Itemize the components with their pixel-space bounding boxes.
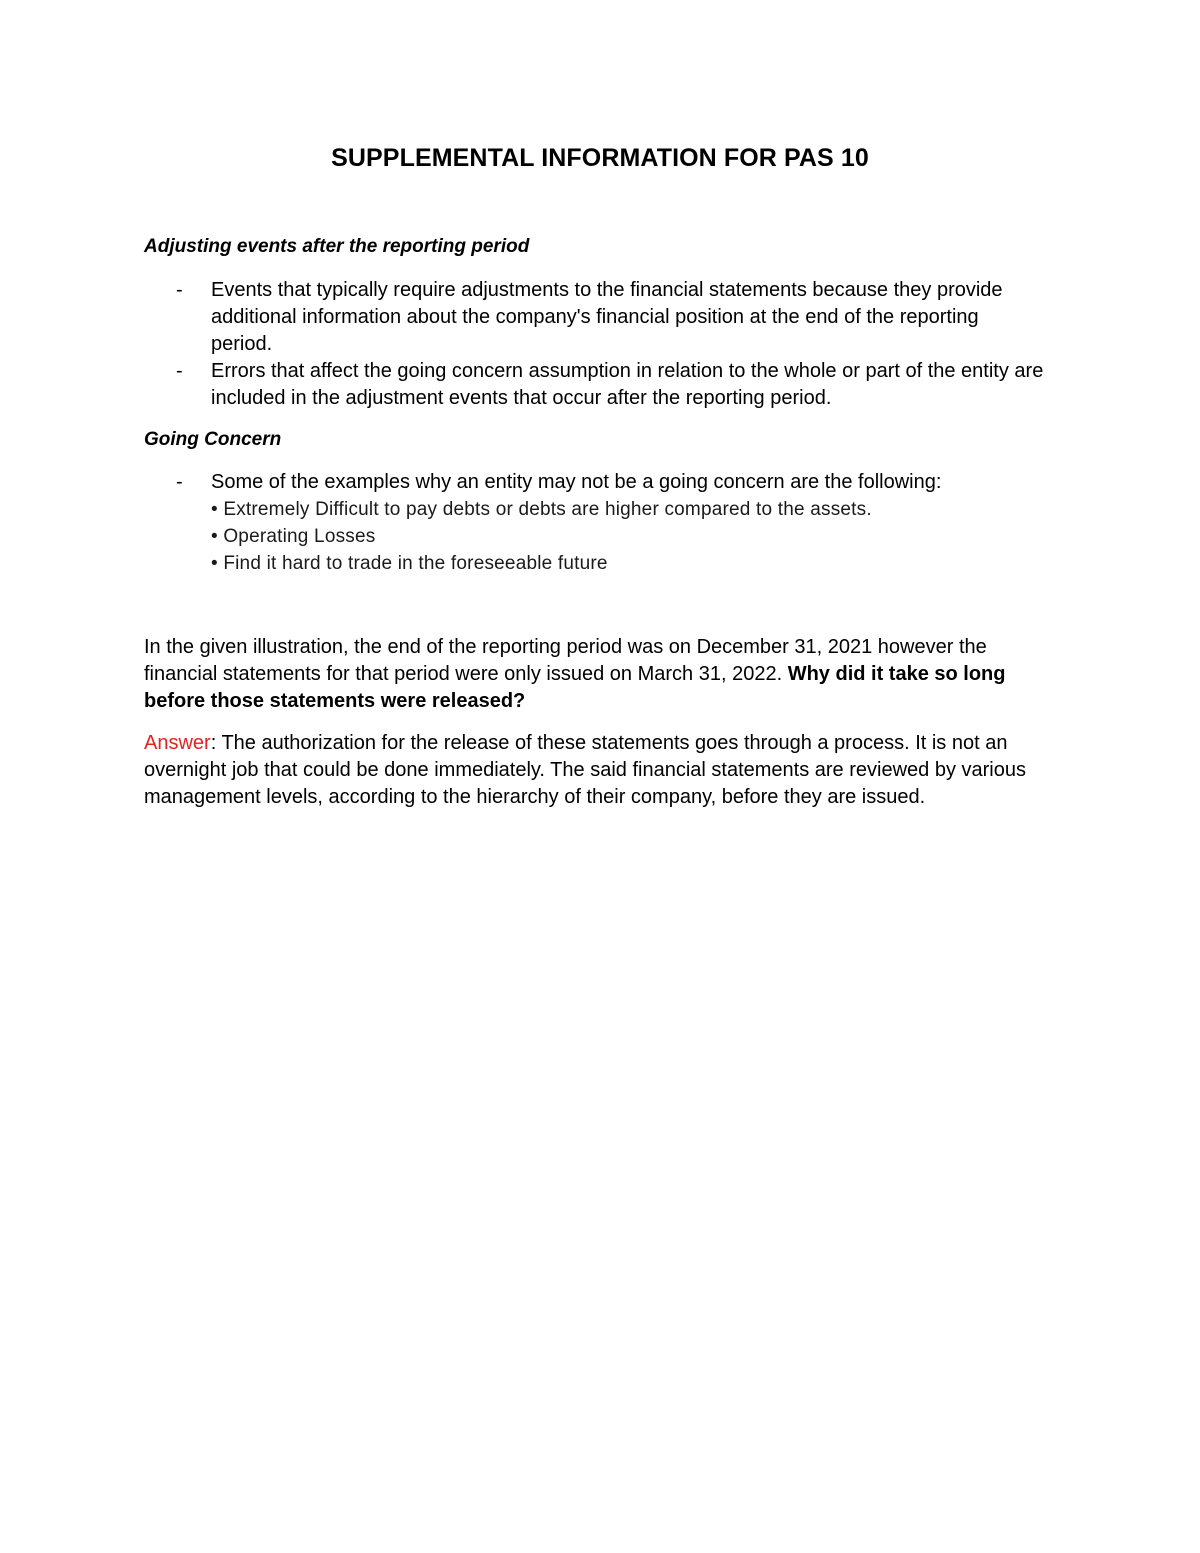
list-item-text: Events that typically require adjustments to the financial statements because they provide additional information about the company's financial position at the end of the reporting period. — [211, 279, 1003, 355]
dash-marker: - — [176, 360, 183, 382]
list-item — [144, 358, 1044, 412]
answer-text: : The authorization for the release of these statements goes through a process. It is not an overnight job that could be done immediately. The said financial statements are reviewed by various management levels, according to the hierarchy of their company, before they are issued. — [144, 732, 1026, 808]
dash-marker: - — [176, 279, 183, 301]
dash-marker: - — [176, 471, 183, 493]
list-item — [144, 277, 1044, 358]
adjusting-events-list — [144, 277, 1044, 412]
document-title: SUPPLEMENTAL INFORMATION FOR PAS 10 — [331, 144, 869, 172]
list-item-text: Some of the examples why an entity may not be a going concern are the following: — [211, 471, 942, 493]
sub-list-item: • Operating Losses — [211, 526, 376, 547]
section-heading-going-concern: Going Concern — [144, 429, 282, 450]
going-concern-list — [144, 469, 1044, 577]
illustration-text: In the given illustration, the end of the reporting period was on December 31, 2021 however the financial statements for that period were only issued on March 31, 2022. — [144, 636, 987, 685]
answer-label: Answer — [144, 732, 211, 754]
section-heading-adjusting-events: Adjusting events after the reporting period — [144, 236, 530, 257]
going-concern-examples — [211, 496, 1044, 577]
sub-list-item: • Extremely Difficult to pay debts or debts are higher compared to the assets. — [211, 499, 872, 520]
list-item-text: Errors that affect the going concern assumption in relation to the whole or part of the entity are included in the adjustment events that occur after the reporting period. — [211, 360, 1044, 409]
answer-paragraph — [144, 730, 1064, 811]
illustration-paragraph — [144, 634, 1064, 715]
list-item — [144, 469, 1044, 577]
illustration-question: Why did it take so long before those statements were released? — [144, 663, 1006, 712]
sub-list-item: • Find it hard to trade in the foreseeable future — [211, 553, 608, 574]
